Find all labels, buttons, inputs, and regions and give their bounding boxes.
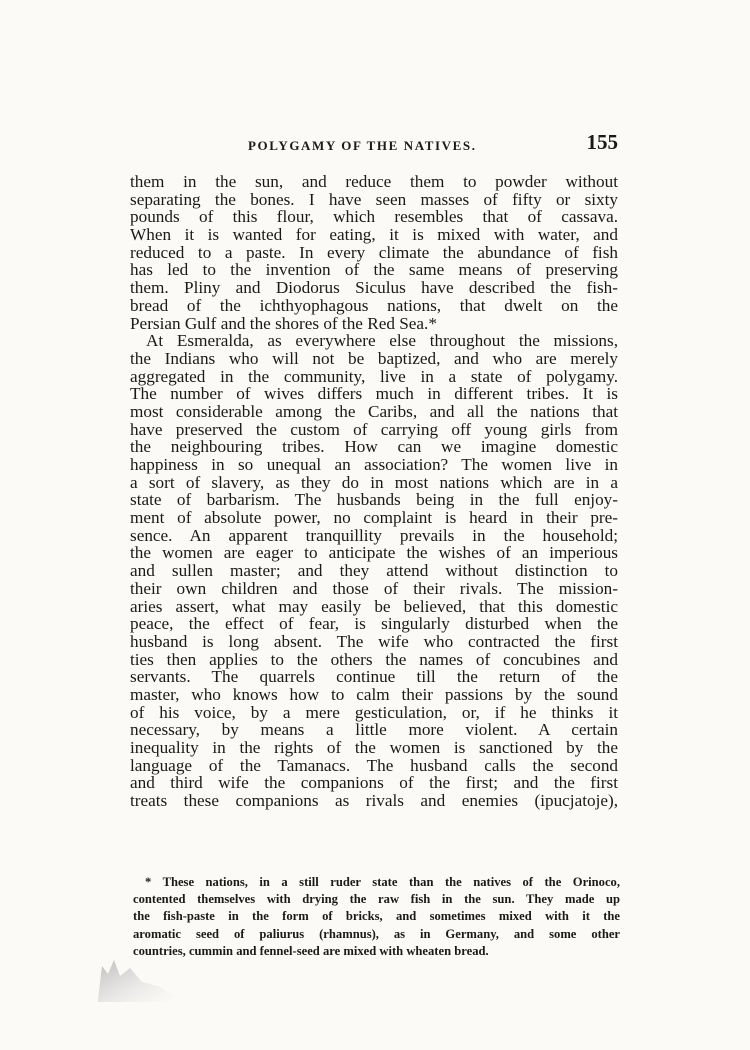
footnote-line: the fish-paste in the form of bricks, and sometimes mixed with it the	[133, 909, 620, 924]
text-line: The number of wives differs much in different tribes. It is	[130, 384, 618, 404]
text-line: master, who knows how to calm their passions by the sound	[130, 684, 618, 704]
running-title: POLYGAMY OF THE NATIVES.	[248, 138, 477, 153]
text-line: At Esmeralda, as everywhere else throughout the missions,	[146, 331, 618, 351]
text-line: pounds of this flour, which resembles that of cassava.	[130, 207, 618, 227]
text-line: has led to the invention of the same means of preserving	[130, 260, 618, 280]
body-text	[130, 173, 618, 810]
text-line: aries assert, what may easily be believed, that this domestic	[130, 596, 618, 616]
text-line: Persian Gulf and the shores of the Red Sea.*	[130, 313, 437, 333]
text-line: and third wife the companions of the first; and the first	[130, 773, 618, 793]
text-line: peace, the effect of fear, is singularly disturbed when the	[130, 614, 618, 634]
footnote-line: countries, cummin and fennel-seed are mixed with wheaten bread.	[133, 943, 489, 958]
text-line: sence. An apparent tranquillity prevails in the household;	[130, 525, 618, 545]
text-line: aggregated in the community, live in a state of polygamy.	[130, 366, 618, 386]
text-line: happiness in so unequal an association? The women live in	[130, 455, 618, 474]
text-line: them in the sun, and reduce them to powder without	[130, 172, 618, 191]
text-line: the Indians who will not be baptized, and who are merely	[130, 348, 618, 368]
text-line: a sort of slavery, as they do in most nations which are in a	[130, 472, 618, 492]
text-line: state of barbarism. The husbands being in the full enjoy-	[130, 490, 618, 510]
text-line: most considerable among the Caribs, and all the nations that	[130, 401, 618, 421]
text-line: have preserved the custom of carrying off young girls from	[130, 419, 618, 439]
text-line: their own children and those of their rivals. The mission-	[130, 578, 618, 598]
footnote-line: aromatic seed of paliurus (rhamnus), as in Germany, and some other	[133, 926, 620, 941]
text-line: inequality in the rights of the women is sanctioned by the	[130, 738, 618, 757]
text-line: and sullen master; and they attend without distinction to	[130, 561, 618, 581]
footnote-line: contented themselves with drying the raw fish in the sun. They made up	[133, 892, 620, 907]
text-line: reduced to a paste. In every climate the abundance of fish	[130, 242, 618, 262]
text-line: necessary, by means a little more violent. A certain	[130, 720, 618, 740]
text-line: the neighbouring tribes. How can we imagine domestic	[130, 437, 618, 457]
text-line: treats these companions as rivals and enemies (ipucjatoje),	[130, 791, 618, 811]
text-line: separating the bones. I have seen masses of fifty or sixty	[130, 189, 618, 209]
footnote-line: * These nations, in a still ruder state than the natives of the Orinoco,	[145, 875, 620, 889]
page-header	[130, 130, 618, 160]
text-line: husband is long absent. The wife who contracted the first	[130, 631, 618, 651]
text-line: ment of absolute power, no complaint is heard in their pre-	[130, 508, 618, 528]
text-line: language of the Tamanacs. The husband calls the second	[130, 755, 618, 775]
text-line: servants. The quarrels continue till the return of the	[130, 667, 618, 687]
text-line: ties then applies to the others the names of concubines and	[130, 649, 618, 669]
text-line: the women are eager to anticipate the wishes of an imperious	[130, 543, 618, 563]
text-line: of his voice, by a mere gesticulation, or, if he thinks it	[130, 702, 618, 722]
footnote	[133, 874, 620, 960]
page-number: 155	[586, 130, 618, 154]
text-line: them. Pliny and Diodorus Siculus have described the fish-	[130, 278, 618, 298]
text-line: When it is wanted for eating, it is mixed with water, and	[130, 225, 618, 245]
text-line: bread of the ichthyophagous nations, that dwelt on the	[130, 295, 618, 315]
